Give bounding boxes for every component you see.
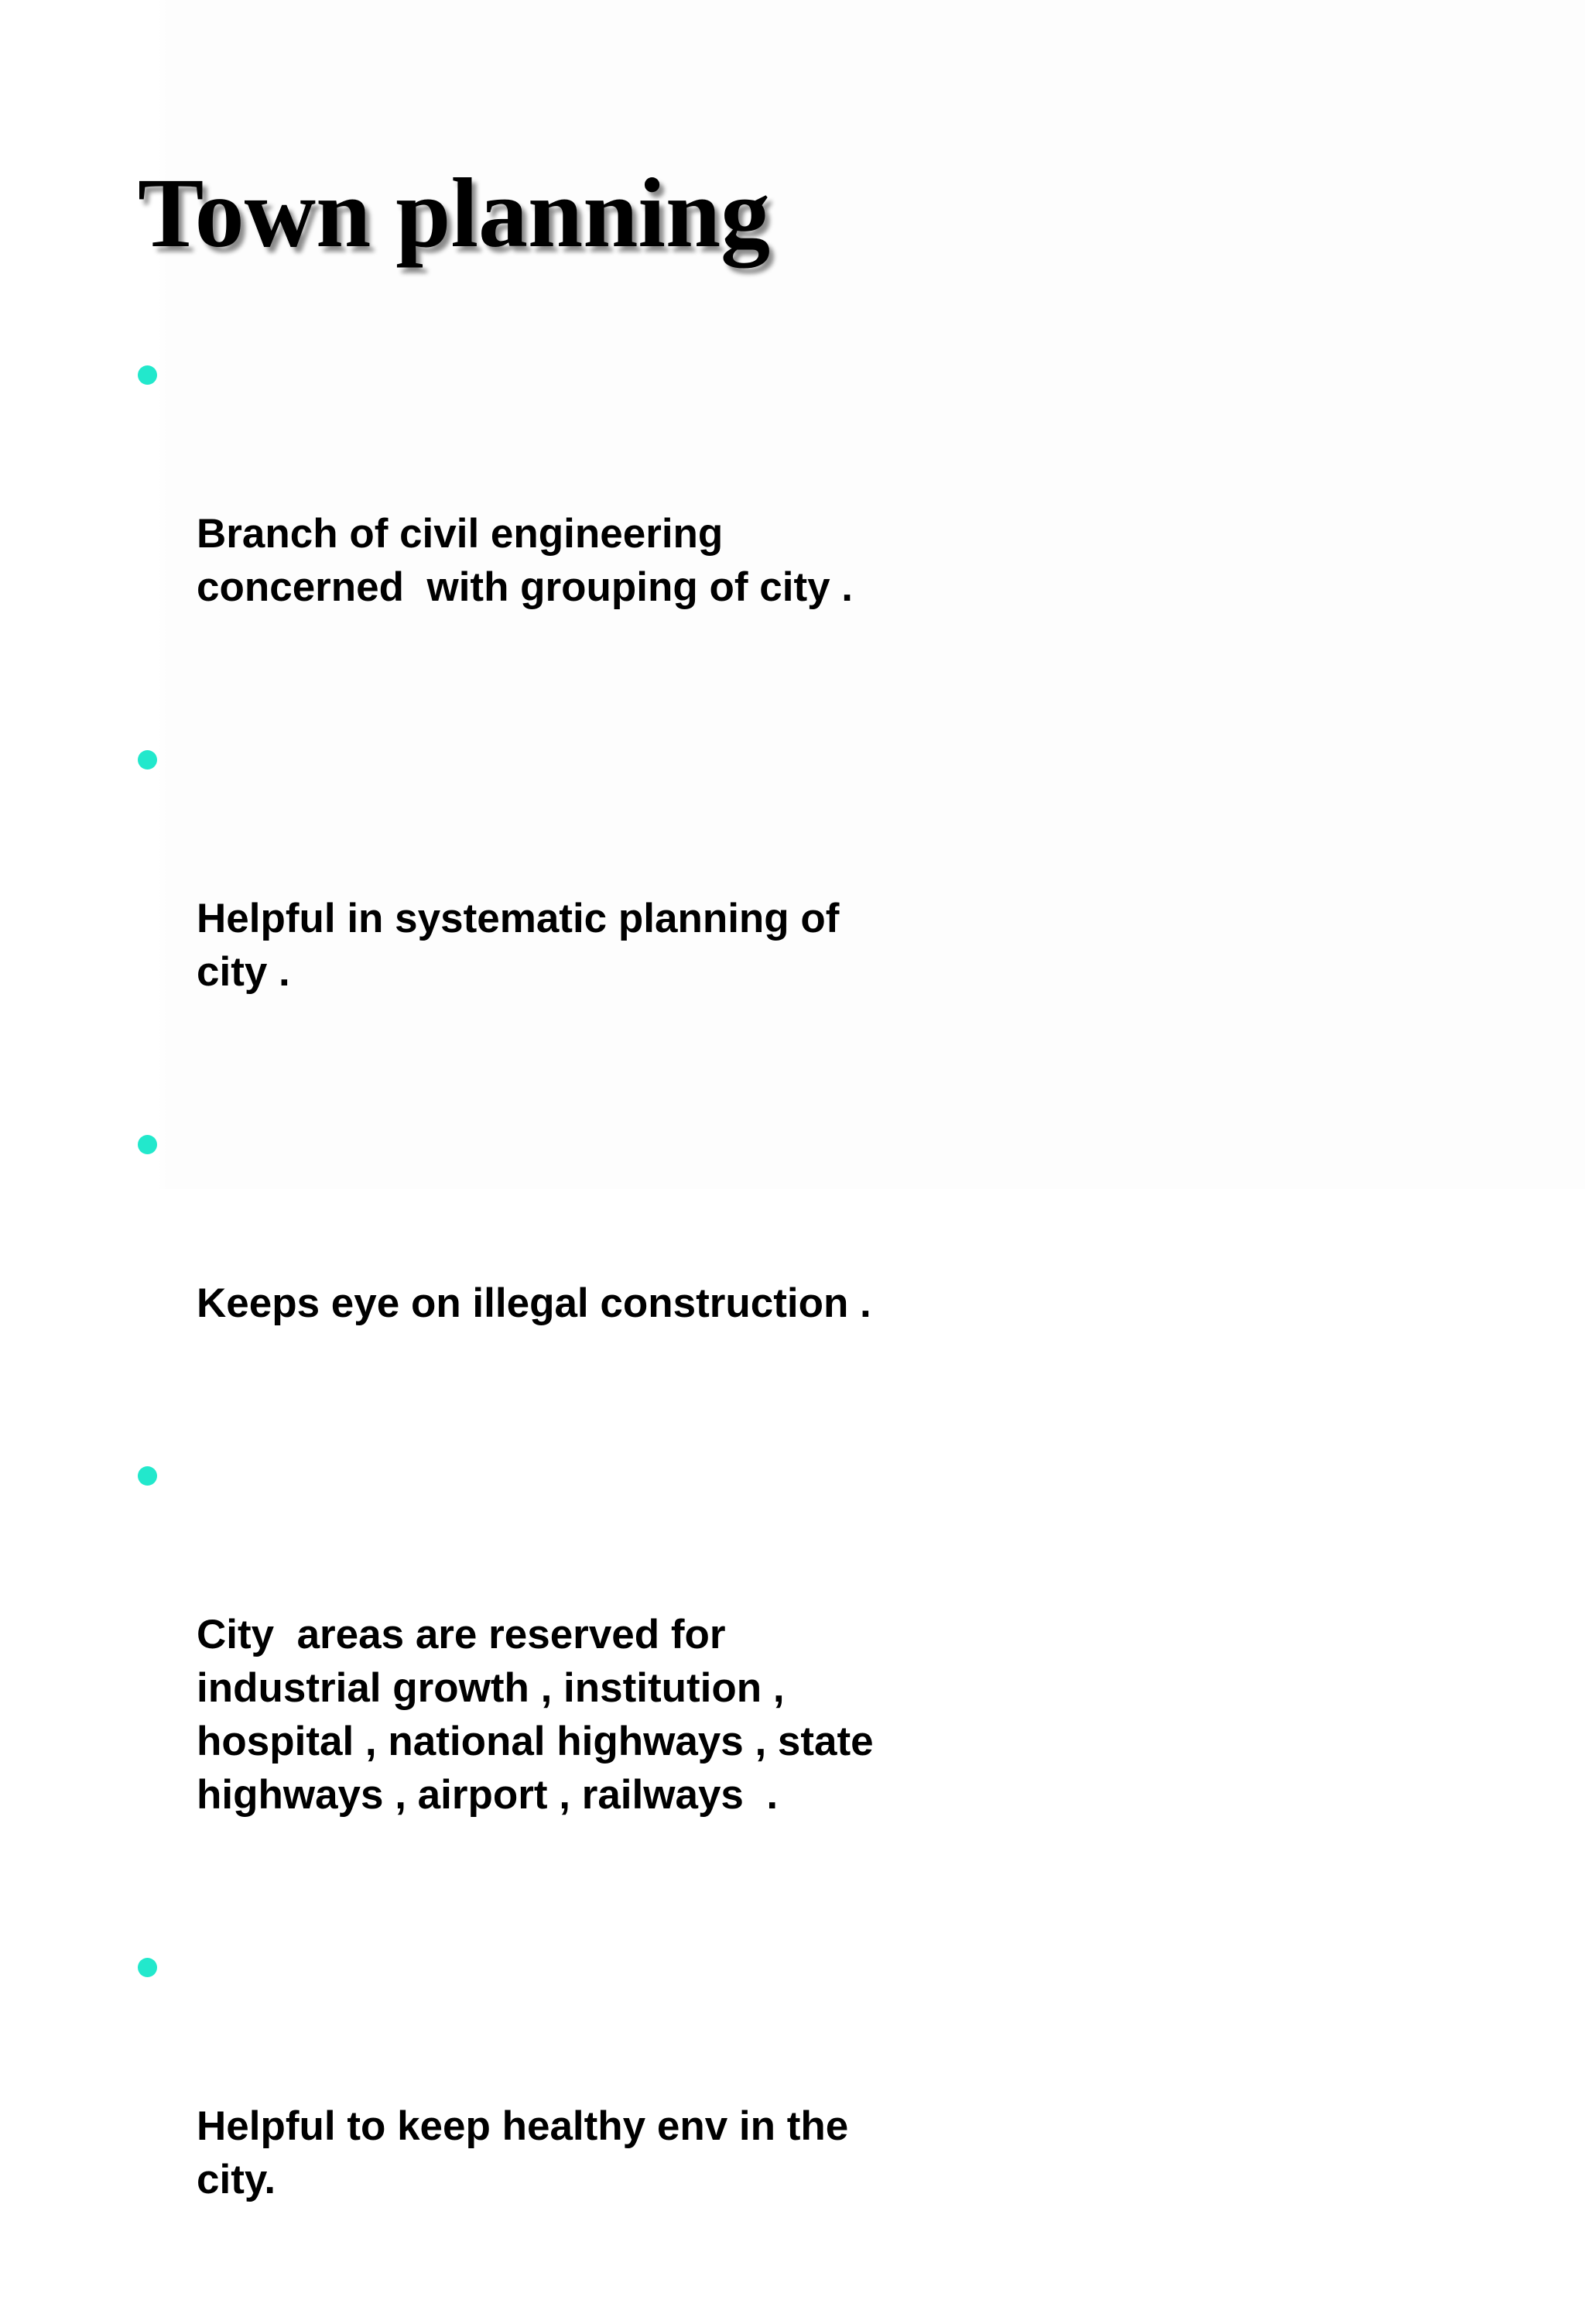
bullet-dot-icon (138, 1958, 157, 1977)
bullet-dot-icon (138, 365, 157, 385)
bullet-dot-icon (138, 750, 157, 770)
bullet-text: Helpful in systematic planning of city . (197, 896, 840, 995)
bullet-item (138, 1116, 958, 1437)
bullet-item (138, 347, 958, 721)
slide-title: Town planning (138, 158, 771, 268)
bullet-text: Helpful to keep healthy env in the city. (197, 2103, 849, 2202)
bullet-text: Branch of civil engineering concerned with grouping of city . (197, 511, 854, 610)
bullet-dot-icon (138, 1466, 157, 1486)
bullet-item (138, 1448, 958, 1928)
bullet-list (138, 347, 958, 2324)
bullet-text: City areas are reserved for industrial growth , institution , hospital , national highways , state highways , airport , railways . (197, 1612, 874, 1818)
bullet-dot-icon (138, 1135, 157, 1154)
bullet-item (138, 732, 958, 1105)
bullet-item (138, 1939, 958, 2313)
bullet-text: Keeps eye on illegal construction . (197, 1280, 871, 1326)
